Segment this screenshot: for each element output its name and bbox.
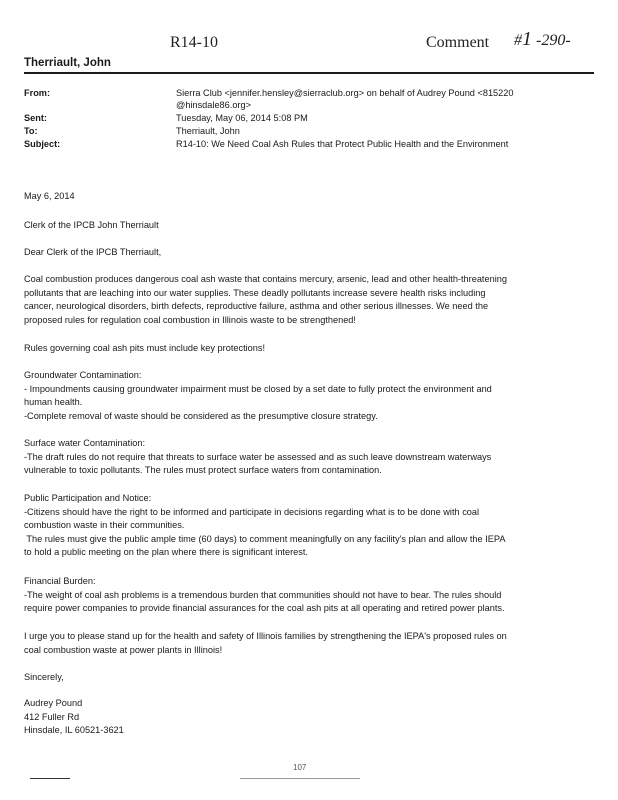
section-line: human health.: [24, 397, 83, 408]
signoff: Sincerely,: [24, 672, 64, 682]
section-line: -Complete removal of waste should be considered as the presumptive closure strategy.: [24, 410, 378, 421]
comment-number-digit: 1: [522, 28, 532, 50]
section-line: to hold a public meeting on the plan where there is significant interest.: [24, 547, 308, 558]
section-line: -The draft rules do not require that threats to surface water be assessed and as such leave downstream waterways: [24, 451, 492, 462]
section-heading: Financial Burden:: [24, 576, 96, 586]
intro-line: Coal combustion produces dangerous coal ash waste that contains mercury, arsenic, lead and other health-threatening: [24, 274, 507, 284]
signature-name: Audrey Pound: [24, 698, 83, 708]
comment-label: Comment: [426, 34, 490, 51]
section-line: vulnerable to toxic pollutants. The rules must protect surface waters from contamination.: [24, 465, 382, 476]
header-divider: [24, 72, 594, 74]
signature-block: [24, 697, 604, 738]
docket-number: R14-10: [170, 34, 218, 51]
subject-value: R14-10: We Need Coal Ash Rules that Protect Public Health and the Environment: [176, 139, 509, 149]
recipient-name: Therriault, John: [24, 57, 111, 69]
to-label: To:: [24, 126, 38, 136]
letter-salutation: Dear Clerk of the IPCB Therriault,: [24, 247, 162, 257]
section-line: require power companies to provide financial assurances for the coal ash pits at all operating and retired power plants.: [24, 603, 505, 614]
section-line: combustion waste in their communities.: [24, 520, 185, 531]
section-line: - Impoundments causing groundwater impairment must be closed by a set date to fully protect the environment and: [24, 383, 492, 394]
subject-label: Subject:: [24, 139, 61, 149]
groundwater-section: [24, 369, 604, 423]
section-line: -The weight of coal ash problems is a tremendous burden that communities should not have to bear. The rules should: [24, 589, 502, 600]
section-heading: Groundwater Contamination:: [24, 370, 142, 380]
public-participation-section: [24, 492, 604, 560]
financial-section: [24, 575, 604, 616]
surface-water-section: [24, 437, 604, 478]
section-heading: Surface water Contamination:: [24, 438, 146, 448]
footer-rule: [240, 778, 360, 779]
from-value: Sierra Club <jennifer.hensley@sierraclub.org> on behalf of Audrey Pound <815220: [176, 88, 514, 98]
closing-paragraph: [24, 630, 604, 657]
intro-line: cancer, neurological disorders, birth defects, reproductive failure, asthma and other serious illnesses. We need the: [24, 301, 489, 312]
signature-city: Hinsdale, IL 60521-3621: [24, 725, 124, 736]
closing-line: coal combustion waste at power plants in Illinois!: [24, 644, 223, 655]
letter-date: May 6, 2014: [24, 191, 75, 201]
intro-line: proposed rules for regulation coal combustion in Illinois waste to be strengthened!: [24, 314, 356, 325]
from-value-continued: @hinsdale86.org>: [176, 100, 251, 110]
to-value: Therriault, John: [176, 126, 240, 136]
signature-street: 412 Fuller Rd: [24, 711, 80, 722]
page-number: 107: [293, 763, 307, 772]
sent-label: Sent:: [24, 113, 47, 123]
closing-line: I urge you to please stand up for the health and safety of Illinois families by strengthening the IEPA's proposed rules on: [24, 631, 507, 641]
intro-line: pollutants that are leaching into our water supplies. These deadly pollutants increase severe health risks including: [24, 287, 486, 298]
footer-rule: [30, 778, 70, 779]
section-heading: Public Participation and Notice:: [24, 493, 152, 503]
intro-paragraph: [24, 273, 604, 327]
from-label: From:: [24, 88, 51, 98]
comment-number: [514, 28, 571, 51]
comment-number-suffix: -290-: [536, 32, 571, 49]
section-line: -Citizens should have the right to be informed and participate in decisions regarding what is to be done with coal: [24, 506, 480, 517]
comment-hash: #: [514, 32, 522, 49]
letter-addressee: Clerk of the IPCB John Therriault: [24, 220, 159, 230]
rules-statement: Rules governing coal ash pits must include key protections!: [24, 343, 266, 353]
section-line: The rules must give the public ample time (60 days) to comment meaningfully on any facility's plan and allow the IEPA: [24, 533, 506, 544]
sent-value: Tuesday, May 06, 2014 5:08 PM: [176, 113, 308, 123]
